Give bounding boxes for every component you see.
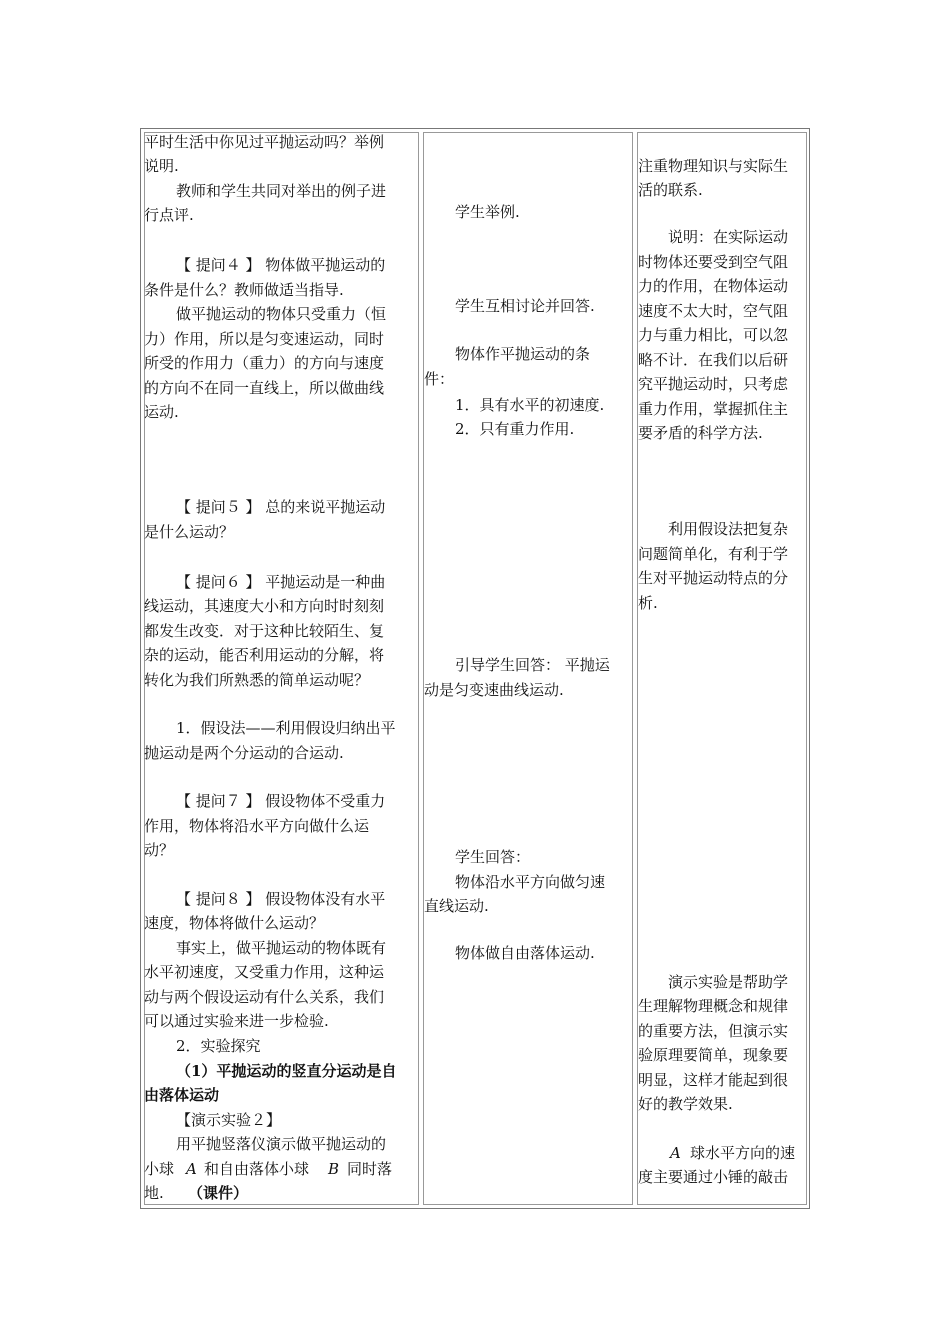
text-line: 事实上，做平抛运动的物体既有 (176, 939, 387, 957)
text-line: 力）作用，所以是匀变速运动，同时 (144, 330, 385, 348)
text-line: 地. (144, 1184, 164, 1202)
text-line: 直线运动. (424, 897, 489, 915)
text-line: 重力作用，掌握抓住主 (638, 400, 789, 418)
text-line: 物体作平抛运动的条 (455, 345, 591, 363)
question-4-heading: 【 提问４ 】 物体做平抛运动的 (176, 256, 386, 274)
text-line: 的重要方法，但演示实 (638, 1022, 789, 1040)
text-line: 同时落 (347, 1160, 393, 1178)
text-line: 问题简单化，有利于学 (638, 545, 789, 563)
question-6-heading: 【 提问６ 】 平抛运动是一种曲 (176, 573, 386, 591)
demo-experiment-label: 【演示实验２】 (176, 1111, 282, 1129)
text-line: 的方向不在同一直线上，所以做曲线 (144, 379, 385, 397)
experiment-section-heading: 2．实验探究 (176, 1037, 261, 1055)
text-line: 球水平方向的速 (690, 1144, 796, 1162)
question-7-heading: 【 提问７ 】 假设物体不受重力 (176, 792, 386, 810)
text-line: 都发生改变．对于这种比较陌生、复 (144, 622, 385, 640)
ball-a-label: A (186, 1160, 197, 1178)
text-line: 速度不太大时，空气阻 (638, 302, 789, 320)
question-5-heading: 【 提问５ 】 总的来说平抛运动 (176, 498, 386, 516)
text-line: 力的作用，在物体运动 (638, 277, 789, 295)
text-line: 动？ (144, 841, 175, 859)
subsection-heading-cont: 由落体运动 (144, 1086, 220, 1104)
text-line: 时物体还要受到空气阻 (638, 253, 789, 271)
text-line: 学生回答： (455, 848, 531, 866)
text-line: 注重物理知识与实际生 (638, 157, 789, 175)
text-line: 小球 (144, 1160, 175, 1178)
text-line: 要矛盾的科学方法. (638, 424, 763, 442)
text-line: 利用假设法把复杂 (668, 520, 789, 538)
text-line: 好的教学效果. (638, 1095, 733, 1113)
text-line: 明显，这样才能起到很 (638, 1071, 789, 1089)
text-line: 学生举例. (455, 203, 520, 221)
text-line: 物体沿水平方向做匀速 (455, 873, 606, 891)
text-line: 教师和学生共同对举出的例子进 (176, 182, 387, 200)
subsection-heading: （1）平抛运动的竖直分运动是自 (176, 1062, 397, 1080)
text-line: 做平抛运动的物体只受重力（恒 (176, 305, 387, 323)
text-line: 是什么运动？ (144, 523, 235, 541)
text-line: 线运动，其速度大小和方向时时刻刻 (144, 597, 385, 615)
text-line: 行点评. (144, 206, 194, 224)
text-line: 条件是什么？教师做适当指导. (144, 281, 344, 299)
text-line: 运动. (144, 403, 179, 421)
text-line: 析. (638, 594, 658, 612)
text-line: 验原理要简单，现象要 (638, 1046, 789, 1064)
text-line: 杂的运动，能否利用运动的分解，将 (144, 646, 385, 664)
text-line: 2．只有重力作用. (455, 420, 575, 438)
text-line: 生对平抛运动特点的分 (638, 569, 789, 587)
text-line: 力与重力相比，可以忽 (638, 326, 789, 344)
courseware-label: （课件） (188, 1184, 249, 1202)
text-line: 引导学生回答： 平抛运 (455, 656, 610, 674)
text-line: 活的联系. (638, 181, 703, 199)
hypothesis-method-heading: 1．假设法——利用假设归纳出平 (176, 719, 396, 737)
text-line: 转化为我们所熟悉的简单运动呢？ (144, 671, 370, 689)
text-line: 和自由落体小球 (204, 1160, 310, 1178)
text-line: 用平抛竖落仪演示做平抛运动的 (176, 1135, 387, 1153)
text-line: 说明：在实际运动 (668, 228, 789, 246)
question-8-heading: 【 提问８ 】 假设物体没有水平 (176, 890, 386, 908)
text-line: 物体做自由落体运动. (455, 944, 595, 962)
ball-b-label: B (328, 1160, 340, 1178)
text-line: 略不计．在我们以后研 (638, 351, 789, 369)
text-line: 演示实验是帮助学 (668, 973, 789, 991)
text-line: 生理解物理概念和规律 (638, 997, 789, 1015)
text-line: 学生互相讨论并回答. (455, 297, 595, 315)
text-line: 动是匀变速曲线运动. (424, 681, 564, 699)
text-line: 动与两个假设运动有什么关系，我们 (144, 988, 385, 1006)
text-line: 抛运动是两个分运动的合运动. (144, 744, 344, 762)
text-line: 究平抛运动时，只考虑 (638, 375, 789, 393)
text-line: 说明. (144, 157, 179, 175)
text-line: 速度，物体将做什么运动？ (144, 914, 325, 932)
text-line: 作用，物体将沿水平方向做什么运 (144, 817, 370, 835)
text-line: 度主要通过小锤的敲击 (638, 1168, 789, 1186)
text-line: 1．具有水平的初速度. (455, 396, 605, 414)
text-line: 件： (424, 370, 455, 388)
ball-a-label: A (670, 1144, 681, 1162)
text-line: 水平初速度，又受重力作用，这种运 (144, 963, 385, 981)
text-line: 所受的作用力（重力）的方向与速度 (144, 354, 385, 372)
text-line: 平时生活中你见过平抛运动吗？举例 (144, 133, 385, 151)
text-line: 可以通过实验来进一步检验. (144, 1012, 329, 1030)
